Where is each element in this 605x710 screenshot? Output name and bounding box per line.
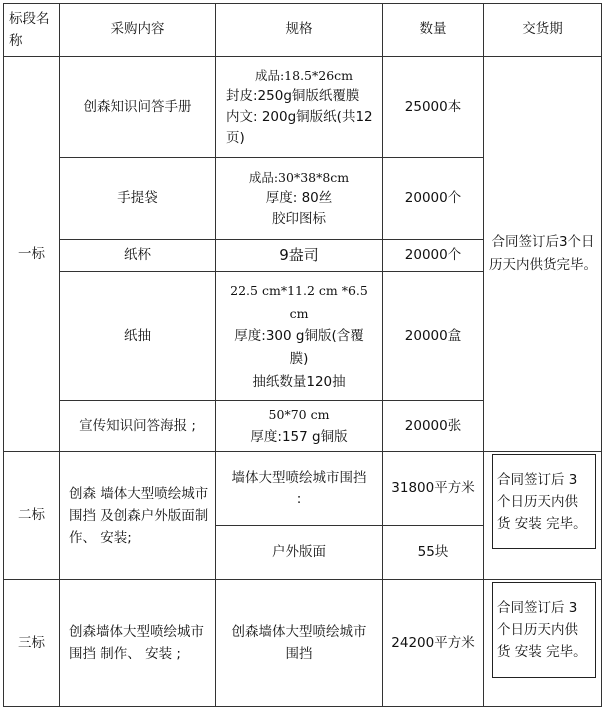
qty-tissue-box: 20000盒: [404, 327, 462, 344]
spec-handbook: [216, 57, 382, 157]
spec-line: 成品:18.5*26cm: [254, 68, 354, 83]
item-poster: 宣传知识问答海报 ;: [79, 417, 196, 434]
procurement-table: [3, 3, 602, 707]
spec-line: 创森墙体大型喷绘城市: [231, 624, 367, 640]
item-tissue-box: 纸抽: [124, 327, 151, 344]
section-2-name: 二标: [18, 507, 45, 523]
spec-line: 厚度: 80丝: [265, 190, 333, 206]
spec-line: :: [296, 490, 302, 507]
spec-line: 封皮:250g铜版纸覆膜: [226, 88, 360, 104]
section-3-name: 三标: [18, 634, 45, 651]
spec-line: 厚度:157 g铜版: [250, 429, 348, 445]
spec-tissue-box: [216, 272, 382, 400]
item-handbag: 手提袋: [117, 190, 158, 206]
spec-line: 胶印图标: [272, 211, 326, 227]
qty-paper-cup: 20000个: [404, 247, 462, 263]
item-handbook: 创森知识问答手册: [83, 98, 192, 115]
qty-poster: 20000张: [404, 417, 462, 434]
section-1-name: 一标: [18, 245, 45, 262]
spec-line: 围挡: [285, 646, 313, 662]
item-section-3: 创森墙体大型喷绘城市围挡 制作、 安装 ;: [69, 624, 204, 662]
qty-wall-hoarding: 31800平方米: [391, 480, 475, 496]
spec-line: 22.5 cm*11.2 cm *6.5: [230, 282, 368, 298]
qty-outdoor-board: 55块: [417, 544, 449, 560]
delivery-section-3: 合同签订后 3 个日历天内供货 安装 完毕。: [492, 582, 596, 678]
spec-paper-cup: 9盎司: [279, 246, 319, 264]
header-section-name: 标段名称: [9, 10, 50, 49]
spec-line: 墙体大型喷绘城市围挡: [231, 469, 367, 486]
delivery-section-1: 合同签订后3个日历天内供货完毕。: [489, 234, 597, 273]
spec-section-3: [216, 580, 382, 706]
spec-line: 页): [226, 130, 245, 146]
spec-line: 50*70 cm: [268, 407, 330, 422]
spec-poster: [216, 401, 382, 451]
header-spec: 规格: [285, 21, 313, 37]
delivery-section-2: 合同签订后 3 个日历天内供货 安装 完毕。: [492, 454, 596, 549]
item-paper-cup: 纸杯: [124, 247, 151, 263]
header-content: 采购内容: [110, 21, 165, 37]
header-delivery: 交货期: [522, 21, 563, 37]
spec-handbag: [216, 158, 382, 239]
spec-line: 内文: 200g铜版纸(共12: [226, 109, 373, 125]
spec-line: 抽纸数量120抽: [252, 373, 346, 390]
item-section-2: 创森 墙体大型喷绘城市围挡 及创森户外版面制作、 安装;: [69, 485, 209, 546]
header-quantity: 数量: [419, 21, 447, 37]
spec-line: 成品:30*38*8cm: [248, 170, 350, 185]
spec-line: 厚度:300 g铜版(含覆: [234, 327, 364, 344]
qty-section-3: 24200平方米: [391, 634, 475, 651]
spec-line: cm: [289, 305, 309, 321]
spec-line: 膜): [289, 350, 309, 367]
spec-outdoor-board: 户外版面: [272, 544, 326, 560]
qty-handbook: 25000本: [404, 98, 462, 115]
spec-wall-hoarding: [216, 452, 382, 525]
qty-handbag: 20000个: [404, 190, 462, 206]
